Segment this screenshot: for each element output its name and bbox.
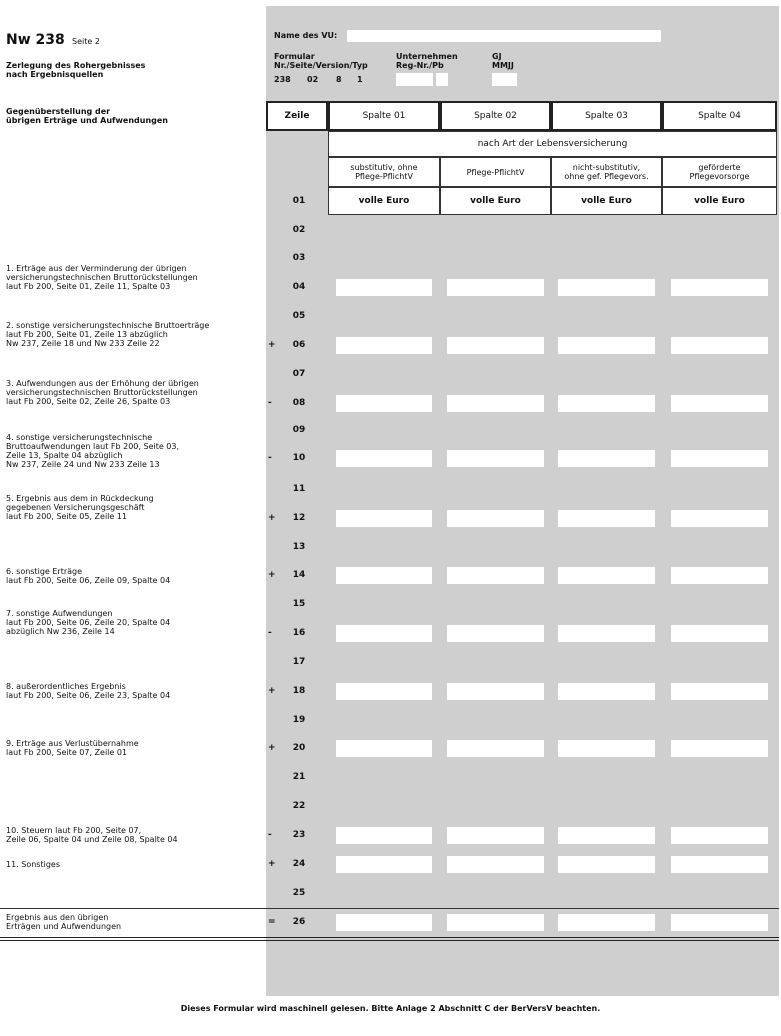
gj-label: GJ MMJJ bbox=[492, 52, 514, 70]
sign-14: + bbox=[268, 570, 276, 580]
input-23-spalte-03[interactable] bbox=[558, 827, 655, 844]
formular-seite: 02 bbox=[307, 75, 319, 84]
formular-typ: 1 bbox=[357, 75, 363, 84]
name-label: Name des VU: bbox=[274, 31, 338, 40]
input-20-spalte-04[interactable] bbox=[671, 740, 768, 757]
input-20-spalte-02[interactable] bbox=[447, 740, 544, 757]
spalte-01-header: Spalte 01 bbox=[328, 101, 440, 131]
col-desc-01: substitutiv, ohne Pflege-PflichtV bbox=[328, 157, 440, 187]
input-24-spalte-01[interactable] bbox=[336, 856, 432, 873]
sign-23: - bbox=[268, 830, 272, 840]
input-06-spalte-02[interactable] bbox=[447, 337, 544, 354]
line-number: 04 bbox=[292, 282, 306, 292]
input-23-spalte-04[interactable] bbox=[671, 827, 768, 844]
zeile-header: Zeile bbox=[266, 101, 328, 131]
reg-nr-input[interactable] bbox=[396, 73, 433, 86]
input-20-spalte-01[interactable] bbox=[336, 740, 432, 757]
unit-03: volle Euro bbox=[551, 187, 662, 215]
input-26-spalte-04[interactable] bbox=[671, 914, 768, 931]
input-14-spalte-04[interactable] bbox=[671, 567, 768, 584]
input-23-spalte-01[interactable] bbox=[336, 827, 432, 844]
line-number: 08 bbox=[292, 398, 306, 408]
line-number: 16 bbox=[292, 628, 306, 638]
row-desc-04: 1. Erträge aus der Verminderung der übrigen versicherungstechnischen Bruttorückstellungen laut Fb 200, Seite 01, Zeile 11, Spalte 03 bbox=[6, 264, 198, 291]
footer-note: Dieses Formular wird maschinell gelesen. Bitte Anlage 2 Abschnitt C der BerVersV beachten. bbox=[180, 1004, 601, 1013]
input-10-spalte-04[interactable] bbox=[671, 450, 768, 467]
input-08-spalte-01[interactable] bbox=[336, 395, 432, 412]
input-06-spalte-04[interactable] bbox=[671, 337, 768, 354]
sign-12: + bbox=[268, 513, 276, 523]
line-number: 21 bbox=[292, 772, 306, 782]
line-number: 07 bbox=[292, 369, 306, 379]
input-16-spalte-02[interactable] bbox=[447, 625, 544, 642]
sign-10: - bbox=[268, 453, 272, 463]
row-desc-16: 7. sonstige Aufwendungen laut Fb 200, Seite 06, Zeile 20, Spalte 04 abzüglich Nw 236, Zeile 14 bbox=[6, 609, 171, 636]
unit-02: volle Euro bbox=[440, 187, 551, 215]
rule-top bbox=[0, 908, 779, 909]
line-number: 05 bbox=[292, 311, 306, 321]
input-24-spalte-04[interactable] bbox=[671, 856, 768, 873]
col-desc-03: nicht-substitutiv, ohne gef. Pflegevors. bbox=[551, 157, 662, 187]
formular-label: Formular Nr./Seite/Version/Typ bbox=[274, 52, 368, 70]
line-number: 24 bbox=[292, 859, 306, 869]
input-24-spalte-03[interactable] bbox=[558, 856, 655, 873]
rule-bottom-2 bbox=[0, 940, 779, 941]
input-18-spalte-01[interactable] bbox=[336, 683, 432, 700]
row-desc-18: 8. außerordentliches Ergebnis laut Fb 200, Seite 06, Zeile 23, Spalte 04 bbox=[6, 682, 171, 700]
input-10-spalte-02[interactable] bbox=[447, 450, 544, 467]
spalte-03-header: Spalte 03 bbox=[551, 101, 662, 131]
sign-06: + bbox=[268, 340, 276, 350]
line-number: 06 bbox=[292, 340, 306, 350]
input-26-spalte-02[interactable] bbox=[447, 914, 544, 931]
unit-04: volle Euro bbox=[662, 187, 777, 215]
line-number: 10 bbox=[292, 453, 306, 463]
pb-input[interactable] bbox=[436, 73, 448, 86]
spalte-02-header: Spalte 02 bbox=[440, 101, 551, 131]
col-desc-02: Pflege-PflichtV bbox=[440, 157, 551, 187]
row-desc-20: 9. Erträge aus Verlustübernahme laut Fb 200, Seite 07, Zeile 01 bbox=[6, 739, 139, 757]
row-desc-26: Ergebnis aus den übrigen Erträgen und Aufwendungen bbox=[6, 913, 122, 931]
input-24-spalte-02[interactable] bbox=[447, 856, 544, 873]
input-06-spalte-03[interactable] bbox=[558, 337, 655, 354]
input-08-spalte-03[interactable] bbox=[558, 395, 655, 412]
line-number: 18 bbox=[292, 686, 306, 696]
input-16-spalte-01[interactable] bbox=[336, 625, 432, 642]
input-18-spalte-03[interactable] bbox=[558, 683, 655, 700]
line-number: 11 bbox=[292, 484, 306, 494]
group-header: nach Art der Lebensversicherung bbox=[328, 131, 777, 157]
sign-24: + bbox=[268, 859, 276, 869]
line-number: 02 bbox=[292, 225, 306, 235]
input-23-spalte-02[interactable] bbox=[447, 827, 544, 844]
input-18-spalte-04[interactable] bbox=[671, 683, 768, 700]
formular-version: 8 bbox=[336, 75, 342, 84]
input-26-spalte-01[interactable] bbox=[336, 914, 432, 931]
row-desc-24: 11. Sonstiges bbox=[6, 860, 61, 869]
row-desc-08: 3. Aufwendungen aus der Erhöhung der übrigen versicherungstechnischen Bruttorückstellungen laut Fb 200, Seite 02, Zeile 26, Spalte 03 bbox=[6, 379, 199, 406]
line-number: 17 bbox=[292, 657, 306, 667]
input-16-spalte-04[interactable] bbox=[671, 625, 768, 642]
input-08-spalte-04[interactable] bbox=[671, 395, 768, 412]
input-14-spalte-01[interactable] bbox=[336, 567, 432, 584]
sign-08: - bbox=[268, 398, 272, 408]
rule-bottom-1 bbox=[0, 937, 779, 938]
line-number: 23 bbox=[292, 830, 306, 840]
formular-nr: 238 bbox=[274, 75, 291, 84]
form-code: Nw 238 bbox=[6, 32, 65, 48]
sign-26: = bbox=[268, 917, 276, 927]
row-desc-06: 2. sonstige versicherungstechnische Bruttoerträge laut Fb 200, Seite 01, Zeile 13 abzüglich Nw 237, Zeile 18 und Nw 233 Zeile 22 bbox=[6, 321, 210, 348]
sign-16: - bbox=[268, 628, 272, 638]
form-page: Seite 2 bbox=[72, 37, 100, 46]
row-desc-12: 5. Ergebnis aus dem in Rückdeckung gegebenen Versicherungsgeschäft laut Fb 200, Seite 05, Zeile 11 bbox=[6, 494, 154, 521]
input-12-spalte-01[interactable] bbox=[336, 510, 432, 527]
line-number: 20 bbox=[292, 743, 306, 753]
unit-01: volle Euro bbox=[328, 187, 440, 215]
row-desc-10: 4. sonstige versicherungstechnische Bruttoaufwendungen laut Fb 200, Seite 03, Zeile 13, Spalte 04 abzüglich Nw 237, Zeile 24 und Nw 233 Zeile 13 bbox=[6, 433, 180, 469]
line-number: 26 bbox=[292, 917, 306, 927]
spalte-04-header: Spalte 04 bbox=[662, 101, 777, 131]
form-title: Zerlegung des Rohergebnisses nach Ergebnisquellen bbox=[6, 61, 146, 79]
line-number: 09 bbox=[292, 425, 306, 435]
line-number: 15 bbox=[292, 599, 306, 609]
input-20-spalte-03[interactable] bbox=[558, 740, 655, 757]
input-12-spalte-04[interactable] bbox=[671, 510, 768, 527]
input-06-spalte-01[interactable] bbox=[336, 337, 432, 354]
line-number: 12 bbox=[292, 513, 306, 523]
input-26-spalte-03[interactable] bbox=[558, 914, 655, 931]
row-desc-23: 10. Steuern laut Fb 200, Seite 07, Zeile 06, Spalte 04 und Zeile 08, Spalte 04 bbox=[6, 826, 178, 844]
unternehmen-label: Unternehmen Reg-Nr./Pb bbox=[396, 52, 458, 70]
line-number: 19 bbox=[292, 715, 306, 725]
input-04-spalte-02[interactable] bbox=[447, 279, 544, 296]
input-08-spalte-02[interactable] bbox=[447, 395, 544, 412]
input-04-spalte-01[interactable] bbox=[336, 279, 432, 296]
row-desc-14: 6. sonstige Erträge laut Fb 200, Seite 06, Zeile 09, Spalte 04 bbox=[6, 567, 171, 585]
col-desc-04: geförderte Pflegevorsorge bbox=[662, 157, 777, 187]
line-number: 22 bbox=[292, 801, 306, 811]
line-number: 03 bbox=[292, 253, 306, 263]
input-12-spalte-02[interactable] bbox=[447, 510, 544, 527]
input-10-spalte-03[interactable] bbox=[558, 450, 655, 467]
input-16-spalte-03[interactable] bbox=[558, 625, 655, 642]
input-04-spalte-03[interactable] bbox=[558, 279, 655, 296]
name-input[interactable] bbox=[347, 30, 661, 42]
input-12-spalte-03[interactable] bbox=[558, 510, 655, 527]
line-number: 01 bbox=[292, 196, 306, 206]
input-14-spalte-02[interactable] bbox=[447, 567, 544, 584]
input-18-spalte-02[interactable] bbox=[447, 683, 544, 700]
input-04-spalte-04[interactable] bbox=[671, 279, 768, 296]
line-number: 25 bbox=[292, 888, 306, 898]
gj-input[interactable] bbox=[492, 73, 517, 86]
line-number: 14 bbox=[292, 570, 306, 580]
form-subtitle: Gegenüberstellung der übrigen Erträge und Aufwendungen bbox=[6, 107, 169, 125]
sign-20: + bbox=[268, 743, 276, 753]
input-10-spalte-01[interactable] bbox=[336, 450, 432, 467]
line-number: 13 bbox=[292, 542, 306, 552]
sign-18: + bbox=[268, 686, 276, 696]
input-14-spalte-03[interactable] bbox=[558, 567, 655, 584]
